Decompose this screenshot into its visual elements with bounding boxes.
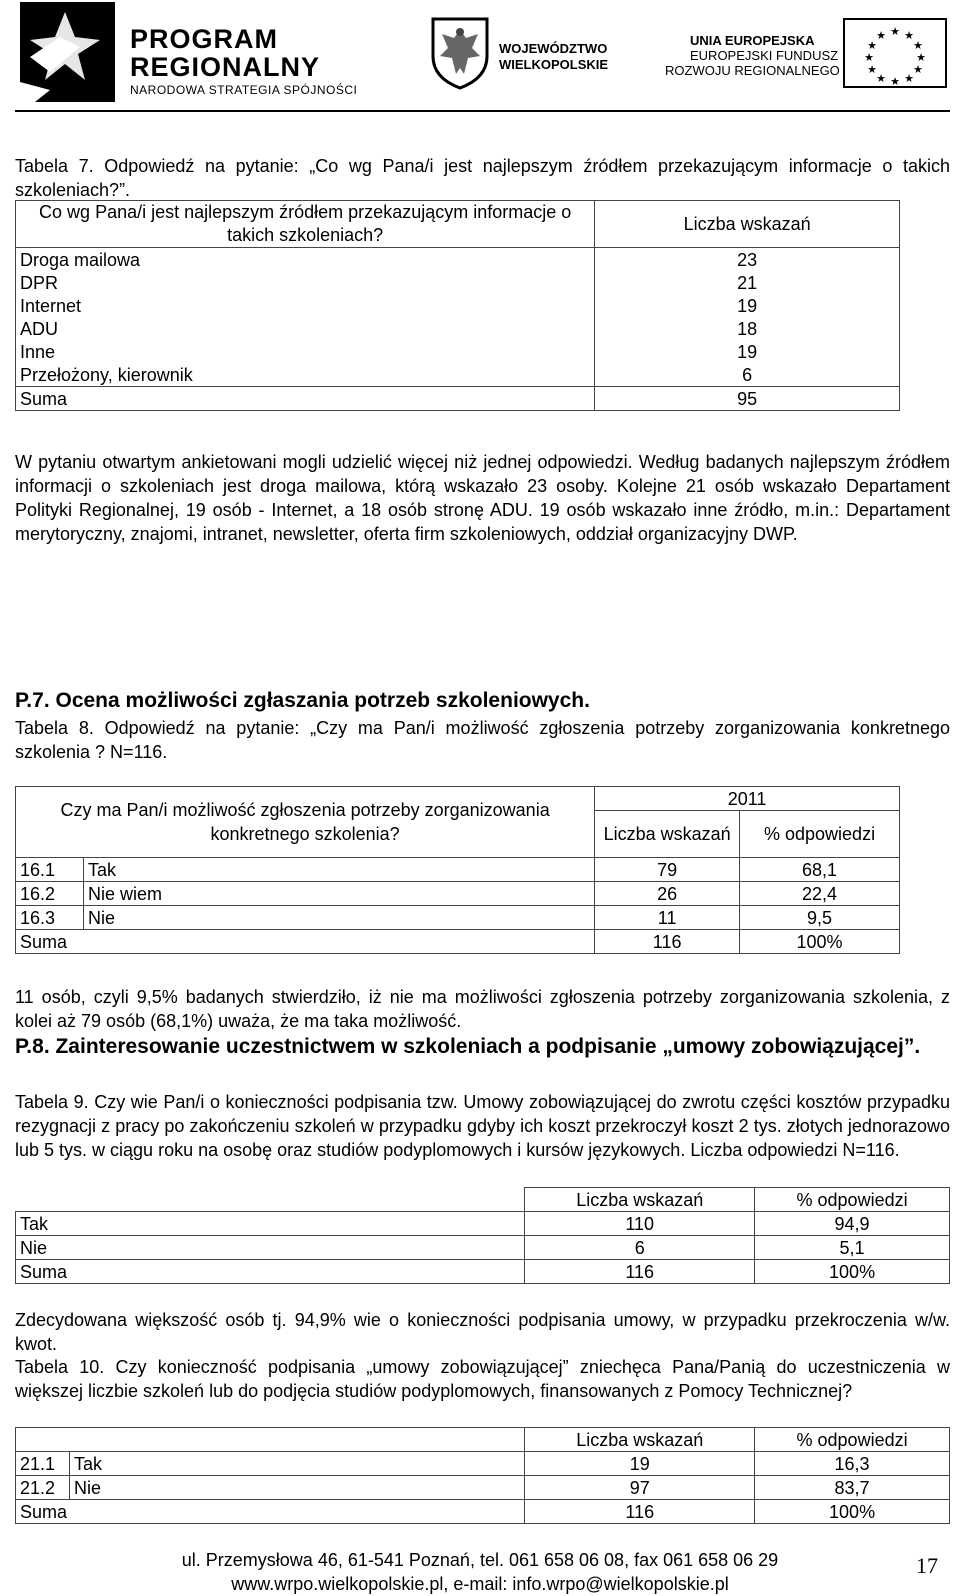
table7 — [15, 200, 900, 411]
row-label: Tak — [83, 858, 594, 882]
row-label: Tak — [69, 1452, 524, 1476]
table-row — [16, 294, 900, 317]
program-line1: PROGRAM — [130, 24, 278, 54]
table10-header-empty — [16, 1428, 525, 1452]
svg-text:★: ★ — [904, 29, 914, 42]
eu-flag-icon — [843, 18, 947, 88]
row-pct: 100% — [740, 930, 900, 954]
voivodeship-line1: WOJEWÓDZTWO — [499, 41, 608, 56]
row-label: Internet — [16, 294, 595, 317]
row-label: ADU — [16, 317, 595, 340]
row-label: Nie — [16, 1236, 525, 1260]
table9-header-empty — [16, 1188, 525, 1212]
table-row — [16, 882, 900, 906]
table-row — [16, 1236, 950, 1260]
row-label: Suma — [16, 1500, 525, 1524]
table8-header-question: Czy ma Pan/i możliwość zgłoszenia potrzeby zorganizowania konkretnego szkolenia? — [16, 787, 595, 858]
table8-header-pct: % odpowiedzi — [740, 811, 900, 858]
row-pct: 22,4 — [740, 882, 900, 906]
page-footer — [0, 1548, 960, 1596]
svg-text:★: ★ — [913, 63, 923, 76]
eu-line1: UNIA EUROPEJSKA — [690, 33, 815, 48]
row-pct: 100% — [755, 1500, 950, 1524]
table10 — [15, 1427, 950, 1524]
row-count: 110 — [525, 1212, 755, 1236]
row-pct: 16,3 — [755, 1452, 950, 1476]
table10-header-pct: % odpowiedzi — [755, 1428, 950, 1452]
row-pct: 94,9 — [755, 1212, 950, 1236]
program-subtitle: NARODOWA STRATEGIA SPÓJNOŚCI — [130, 83, 358, 97]
wielkopolska-coat-of-arms-icon — [430, 16, 490, 90]
row-number: 21.2 — [16, 1476, 70, 1500]
table9-caption: Tabela 9. Czy wie Pan/i o konieczności podpisania tzw. Umowy zobowiązującej do zwrotu części kosztów przypadku rezygnacji z pracy po zakończeniu szkoleń w przypadku gdyby ich koszt przekroczył koszt 2 tys. złotych jednorazowo lub 5 tys. w ciągu roku na osobę oraz studiów podyplomowych i kursów językowych. Liczba odpowiedzi N=116. — [15, 1092, 950, 1160]
svg-text:★: ★ — [916, 51, 926, 64]
row-label: Tak — [16, 1212, 525, 1236]
svg-text:★: ★ — [904, 72, 914, 85]
program-line2: REGIONALNY — [130, 52, 321, 82]
section7-heading: P.7. Ocena możliwości zgłaszania potrzeb szkoleniowych. — [15, 689, 590, 712]
table8 — [15, 786, 900, 954]
svg-text:★: ★ — [876, 72, 886, 85]
row-label: Nie wiem — [83, 882, 594, 906]
table10-header-count: Liczba wskazań — [525, 1428, 755, 1452]
svg-text:★: ★ — [864, 51, 874, 64]
svg-text:★: ★ — [867, 39, 877, 52]
svg-text:★: ★ — [890, 75, 900, 88]
table-row — [16, 858, 900, 882]
table9-note: Zdecydowana większość osób tj. 94,9% wie o konieczności podpisania umowy, w przypadku przekroczenia w/w. kwot. — [15, 1310, 950, 1354]
svg-text:★: ★ — [867, 63, 877, 76]
row-number: 16.2 — [16, 882, 84, 906]
row-value: 95 — [595, 387, 900, 411]
row-value: 23 — [595, 248, 900, 272]
row-count: 116 — [525, 1260, 755, 1284]
table-row — [16, 1500, 950, 1524]
row-value: 19 — [595, 294, 900, 317]
table-row — [16, 1452, 950, 1476]
table8-header-year: 2011 — [595, 787, 900, 811]
table-row — [16, 271, 900, 294]
table-row — [16, 930, 900, 954]
table9-header-pct: % odpowiedzi — [755, 1188, 950, 1212]
table9-header-count: Liczba wskazań — [525, 1188, 755, 1212]
row-label: Inne — [16, 340, 595, 363]
table7-header-count: Liczba wskazań — [595, 201, 900, 248]
table-row — [16, 1476, 950, 1500]
program-regionalny-logo — [20, 2, 115, 102]
row-count: 19 — [525, 1452, 755, 1476]
table-row — [16, 906, 900, 930]
row-label: Suma — [16, 1260, 525, 1284]
row-value: 19 — [595, 340, 900, 363]
row-count: 97 — [525, 1476, 755, 1500]
table-row — [16, 363, 900, 387]
row-pct: 100% — [755, 1260, 950, 1284]
row-count: 116 — [525, 1500, 755, 1524]
page-header — [15, 0, 950, 112]
table8-header-count: Liczba wskazań — [595, 811, 740, 858]
footer-contact: www.wrpo.wielkopolskie.pl, e-mail: info.wrpo@wielkopolskie.pl — [231, 1574, 729, 1594]
table9 — [15, 1187, 950, 1284]
eu-line3: ROZWOJU REGIONALNEGO — [665, 63, 840, 78]
row-number: 16.3 — [16, 906, 84, 930]
table8-caption: Tabela 8. Odpowiedź na pytanie: „Czy ma Pan/i możliwość zgłoszenia potrzeby zorganizowania konkretnego szkolenia ? N=116. — [15, 718, 950, 762]
row-count: 26 — [595, 882, 740, 906]
row-number: 16.1 — [16, 858, 84, 882]
section8-heading: P.8. Zainteresowanie uczestnictwem w szkoleniach a podpisanie „umowy zobowiązującej”. — [15, 1035, 921, 1058]
svg-text:★: ★ — [913, 39, 923, 52]
row-pct: 68,1 — [740, 858, 900, 882]
row-label: Przełożony, kierownik — [16, 363, 595, 387]
table-row — [16, 1212, 950, 1236]
row-value: 18 — [595, 317, 900, 340]
table-row — [16, 317, 900, 340]
row-label: Suma — [16, 387, 595, 411]
row-count: 11 — [595, 906, 740, 930]
row-number: 21.1 — [16, 1452, 70, 1476]
row-label: Suma — [16, 930, 595, 954]
eu-line2: EUROPEJSKI FUNDUSZ — [690, 48, 839, 63]
table-row — [16, 248, 900, 272]
table-row — [16, 1260, 950, 1284]
page-number: 17 — [916, 1553, 938, 1578]
row-label: Nie — [69, 1476, 524, 1500]
table-row — [16, 340, 900, 363]
row-count: 79 — [595, 858, 740, 882]
row-pct: 9,5 — [740, 906, 900, 930]
row-value: 6 — [595, 363, 900, 387]
table7-header-question: Co wg Pana/i jest najlepszym źródłem przekazującym informacje o takich szkoleniach? — [16, 201, 595, 248]
row-label: DPR — [16, 271, 595, 294]
row-pct: 83,7 — [755, 1476, 950, 1500]
row-value: 21 — [595, 271, 900, 294]
voivodeship-line2: WIELKOPOLSKIE — [499, 57, 609, 72]
table7-caption: Tabela 7. Odpowiedź na pytanie: „Co wg Pana/i jest najlepszym źródłem przekazującym informacje o takich szkoleniach?”. — [15, 156, 950, 200]
table-row — [16, 387, 900, 411]
row-pct: 5,1 — [755, 1236, 950, 1260]
row-count: 6 — [525, 1236, 755, 1260]
table8-note: 11 osób, czyli 9,5% badanych stwierdziło, iż nie ma możliwości zgłoszenia potrzeby zorganizowania szkolenia, z kolei aż 79 osób (68,1%) uważa, że ma taka możliwość. — [15, 987, 950, 1031]
svg-text:★: ★ — [876, 29, 886, 42]
svg-text:★: ★ — [890, 25, 900, 38]
footer-address: ul. Przemysłowa 46, 61-541 Poznań, tel. 061 658 06 08, fax 061 658 06 29 — [181, 1550, 779, 1570]
row-label: Nie — [83, 906, 594, 930]
table7-note: W pytaniu otwartym ankietowani mogli udzielić więcej niż jednej odpowiedzi. Według badanych najlepszym źródłem informacji o szkoleniach jest droga mailowa, którą wskazało 23 osoby. Kolejne 21 osób wskazało Departament Polityki Regionalnej, 19 osób - Internet, a 18 osób stronę ADU. 19 osób wskazało inne źródło, m.in.: Departament merytoryczny, znajomi, intranet, newsletter, oferta firm szkoleniowych, oddział organizacyjny DWP. — [15, 452, 950, 544]
row-label: Droga mailowa — [16, 248, 595, 272]
table10-caption: Tabela 10. Czy konieczność podpisania „umowy zobowiązującej” zniechęca Pana/Panią do uczestniczenia w większej liczbie szkoleń lub do podjęcia studiów podyplomowych, finansowanych z Pomocy Technicznej? — [15, 1357, 950, 1401]
row-count: 116 — [595, 930, 740, 954]
